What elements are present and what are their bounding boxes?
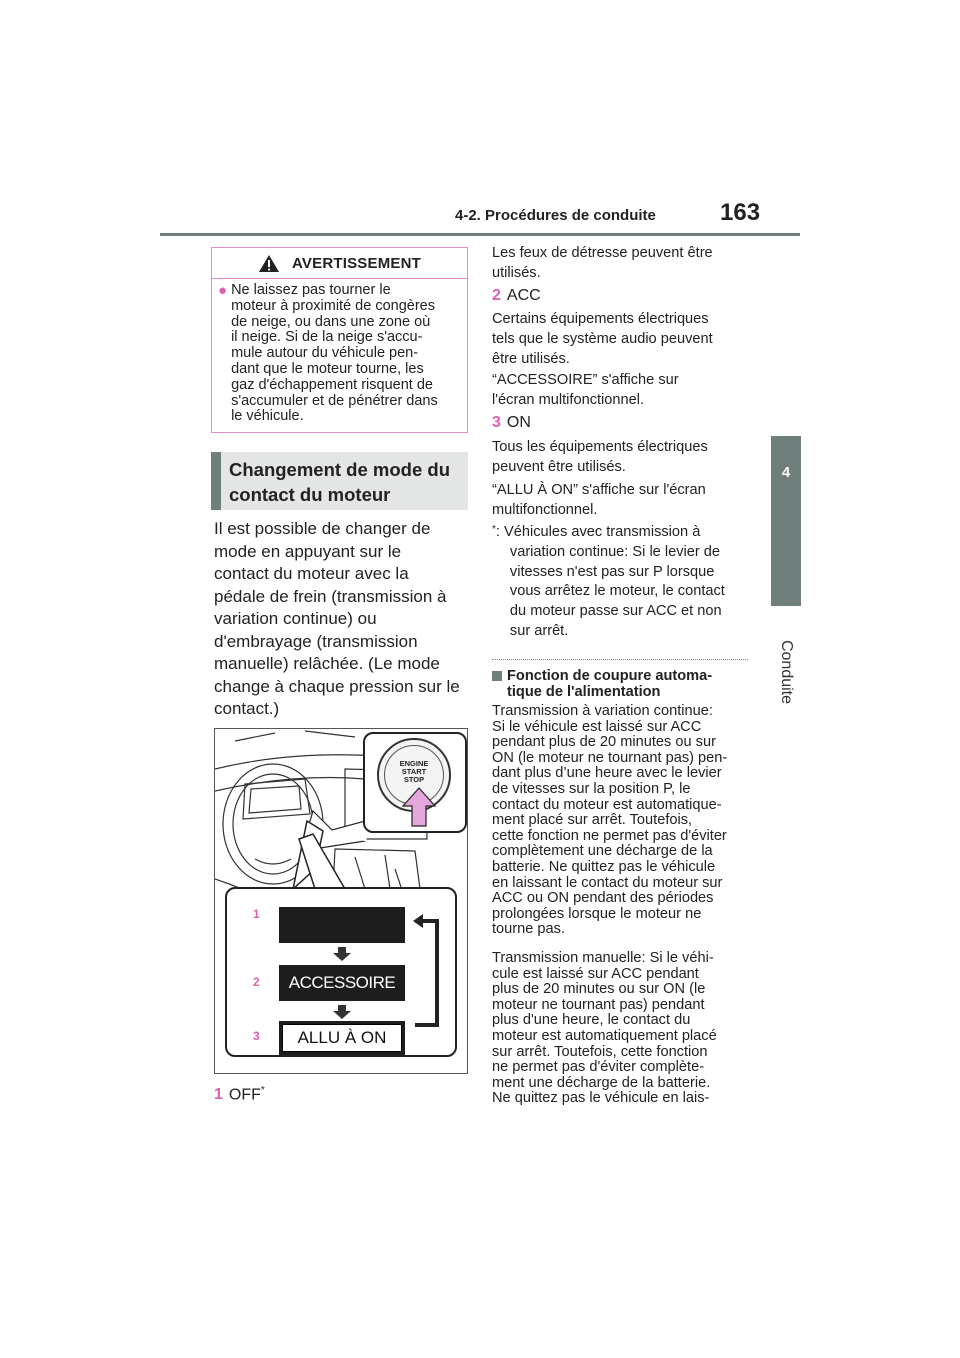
intro-line: pédale de frein (transmission à — [214, 586, 447, 606]
off-description — [492, 244, 760, 284]
text-line: : Véhicules avec transmission à — [495, 524, 701, 540]
text-line: cette fonction ne permet pas d'éviter — [492, 827, 727, 844]
text-line: Les feux de détresse peuvent être — [492, 245, 713, 261]
intro-line: change à chaque pression sur le — [214, 676, 460, 696]
text-line: ment placé sur arrêt. Toutefois, — [492, 812, 693, 829]
display-off — [279, 907, 405, 943]
text-line: Transmission à variation continue: — [492, 703, 713, 719]
text-line: utilisés. — [492, 264, 541, 281]
text-line: tels que le système audio peuvent — [492, 330, 713, 347]
text-line: variation continue: Si le levier de — [509, 543, 721, 560]
text-line: en laissant le contact du moteur sur — [492, 874, 723, 891]
text-line: pendant plus de 20 minutes ou sur — [492, 734, 716, 751]
step-number: 3 — [253, 1029, 260, 1043]
text-line: vitesses n'est pas sur P lorsque — [509, 563, 715, 580]
press-arrow-icon — [401, 786, 437, 828]
display-accessoire: ACCESSOIRE — [279, 965, 405, 1001]
section-heading-line: contact du moteur — [229, 484, 391, 505]
text-line: sur arrêt. — [509, 622, 569, 639]
text-line: plus d'une heure, le contact du — [492, 1012, 691, 1029]
intro-line: variation continue) ou — [214, 609, 377, 628]
text-line: de vitesses sur la position P, le — [492, 780, 691, 797]
chapter-number: 4 — [781, 464, 791, 481]
display-allu-on-text: ALLU À ON — [282, 1024, 402, 1052]
button-text: STOP — [403, 775, 425, 784]
engine-switch-figure — [214, 728, 468, 1074]
arrow-down-icon — [333, 1005, 351, 1019]
step-number: 2 — [253, 975, 260, 989]
warning-line: s'accumuler et de pénétrer dans — [231, 392, 438, 409]
text-line: prolongées lorsque le moteur ne — [492, 905, 702, 922]
mode-label: OFF — [228, 1086, 261, 1104]
intro-line: Il est possible de changer de — [214, 519, 431, 538]
text-line: sur arrêt. Toutefois, cette fonction — [492, 1043, 708, 1060]
text-line: ON (le moteur ne tournant pas) pen- — [492, 749, 728, 766]
text-line: contact du moteur est automatique- — [492, 796, 722, 813]
square-bullet-icon — [492, 671, 502, 681]
button-text: START — [401, 767, 427, 776]
text-line: Si le véhicule est laissé sur ACC — [492, 718, 702, 735]
heading-line: tique de l'alimentation — [507, 683, 661, 700]
chapter-tab — [771, 436, 801, 606]
text-line: ne permet pas d'éviter complète- — [492, 1059, 705, 1076]
intro-line: contact du moteur avec la — [214, 564, 409, 583]
intro-paragraph — [214, 518, 472, 721]
auto-off-manual-paragraph — [492, 951, 760, 1107]
text-line: complètement une décharge de la — [492, 843, 713, 860]
chapter-label: Conduite — [778, 639, 795, 705]
text-line: “ALLU À ON” s'affiche sur l'écran — [492, 482, 706, 498]
section-divider — [492, 659, 748, 660]
auto-off-cvt-paragraph — [492, 704, 760, 938]
text-line: “ACCESSOIRE” s'affiche sur — [492, 372, 679, 388]
acc-description — [492, 310, 760, 369]
auto-off-heading — [492, 669, 752, 700]
section-heading-line: Changement de mode du — [229, 459, 450, 480]
text-line: dant plus d’une heure avec le levier — [492, 765, 722, 782]
warning-line: gaz d'échappement risquent de — [231, 376, 433, 393]
on-message — [492, 481, 760, 521]
mode-on — [492, 414, 760, 432]
warning-line: mule autour du véhicule pen- — [231, 345, 419, 362]
chapter-label-box — [771, 612, 801, 732]
mode-number: 1 — [214, 1086, 223, 1104]
heading-line: Fonction de coupure automa- — [507, 668, 713, 684]
text-line: l'écran multifonctionnel. — [492, 391, 645, 408]
footnote — [492, 523, 760, 642]
text-line: tourne pas. — [492, 921, 566, 938]
mode-label: ON — [506, 414, 531, 431]
intro-line: contact.) — [214, 699, 280, 718]
text-line: moteur est automatiquement placé — [492, 1027, 717, 1044]
text-line: batterie. Ne quittez pas le véhicule — [492, 858, 716, 875]
warning-line: il neige. Si de la neige s'accu- — [231, 329, 423, 346]
text-line: ACC ou ON pendant des périodes — [492, 890, 714, 907]
cycle-return-arrow-icon — [413, 911, 443, 1031]
button-text: ENGINE — [399, 759, 429, 768]
mode-off — [214, 1085, 265, 1104]
warning-triangle-icon — [258, 254, 280, 273]
mode-display-callout — [225, 887, 457, 1057]
text-line: Tous les équipements électriques — [492, 439, 708, 455]
warning-line: de neige, ou dans une zone où — [231, 313, 431, 330]
warning-line: dant que le moteur tourne, les — [231, 360, 424, 377]
warning-body — [212, 279, 467, 425]
mode-acc — [492, 287, 760, 305]
mode-label: ACC — [506, 287, 541, 304]
text-line: multifonctionnel. — [492, 501, 598, 518]
text-line: être utilisés. — [492, 350, 570, 367]
warning-line: moteur à proximité de congères — [231, 297, 435, 314]
start-button-callout — [363, 732, 467, 833]
warning-title: AVERTISSEMENT — [291, 254, 421, 272]
text-line: Certains équipements électriques — [492, 311, 709, 327]
acc-message — [492, 371, 760, 411]
section-title: 4-2. Procédures de conduite — [455, 207, 656, 224]
text-line: cule est laissé sur ACC pendant — [492, 965, 699, 982]
warning-box — [211, 247, 468, 433]
footnote-marker: * — [492, 524, 496, 535]
warning-text — [231, 283, 438, 425]
mode-number: 2 — [492, 287, 501, 304]
text-line: du moteur passe sur ACC et non — [509, 603, 722, 620]
on-description — [492, 438, 760, 478]
bullet-icon: ● — [218, 282, 228, 299]
text-line: ment une décharge de la batterie. — [492, 1074, 711, 1091]
page-number: 163 — [720, 199, 761, 226]
text-line: moteur ne tournant pas) pendant — [492, 996, 705, 1013]
section-heading — [211, 452, 468, 510]
text-line: plus de 20 minutes ou sur ON (le — [492, 981, 706, 998]
text-line: Transmission manuelle: Si le véhi- — [492, 950, 714, 966]
warning-header — [212, 248, 467, 279]
warning-line: le véhicule. — [231, 408, 304, 425]
text-line: peuvent être utilisés. — [492, 458, 626, 475]
text-line: vous arrêtez le moteur, le contact — [509, 583, 725, 600]
arrow-down-icon — [333, 947, 351, 961]
header-rule — [160, 233, 800, 236]
intro-line: d'embrayage (transmission — [214, 631, 418, 651]
mode-number: 3 — [492, 414, 501, 431]
footnote-marker: * — [260, 1085, 265, 1096]
intro-line: mode en appuyant sur le — [214, 541, 402, 561]
text-line: Ne quittez pas le véhicule en lais- — [492, 1090, 710, 1107]
warning-line: Ne laissez pas tourner le — [231, 282, 391, 298]
display-allu-on — [279, 1021, 405, 1055]
intro-line: manuelle) relâchée. (Le mode — [214, 654, 440, 673]
step-number: 1 — [253, 907, 260, 921]
